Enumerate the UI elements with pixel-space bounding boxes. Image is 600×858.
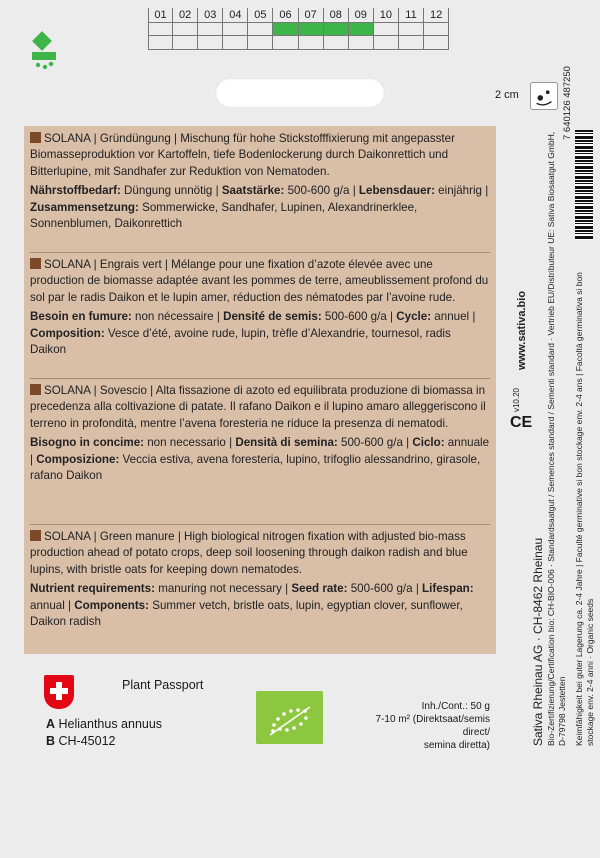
info-value: annuel — [431, 310, 473, 324]
info-label: Components: — [74, 598, 149, 612]
section-divider — [30, 252, 490, 253]
info-value: Summer vetch, bristle oats, lupin, egyptian clover, sunflower, Daikon radish — [30, 598, 463, 629]
section-german — [24, 128, 496, 232]
section-italian — [24, 380, 496, 484]
ce-mark: CE — [510, 414, 533, 431]
version-label: v10.20 — [512, 388, 521, 413]
harvest-cell — [223, 36, 248, 50]
section-intro: SOLANA | Sovescio | Alta fissazione di azoto ed equilibrata produzione di biomassa in precedenza alla coltivazione di patate. Il rafano Daikon e il lupino amaro alleggeriscono il terreno in profondità, mentre l’avena foresteria ne riduce la presenza di nematodi. — [30, 384, 486, 430]
info-value: Düngung unnötig — [120, 184, 216, 198]
bullet-square — [30, 384, 41, 395]
passport-line-b: B CH-45012 — [46, 734, 116, 748]
info-label: Cycle: — [396, 310, 432, 324]
info-value: Vesce d’été, avoine rude, lupin, trèfle d’Alexandrie, tournesol, radis Daikon — [30, 326, 451, 357]
germination-text: Keimfähigkeit bei guter Lagerung ca. 2-4 Jahre | Faculté germinative si bon stockage env. 2-4 ans | Facoltà germinativa si bon stockage env. 2-4 anni · Organic seeds — [574, 272, 595, 746]
seed-spacing-icon — [530, 82, 558, 110]
info-value: 500-600 g/a — [321, 310, 391, 324]
info-value: 500-600 g/a — [347, 582, 416, 596]
content-area: 7-10 m² (Direktsaat/semis direct/ — [375, 714, 490, 738]
section-english — [24, 526, 496, 630]
section-info: Bisogno in concime: non necessario | Densità di semina: 500-600 g/a | Ciclo: annuale | Composizione: Veccia estiva, avena foresteria, lupino, trifoglio alessandrino, girasole, rafano Daikon — [30, 436, 490, 483]
info-value: annuale — [444, 436, 490, 450]
section-intro: SOLANA | Gründüngung | Mischung für hohe Stickstofffixierung mit angepasster Biomasseproduktion vor Kartoffeln, tiefe Bodenlockerung durch Daikonrettich und Bitterlupine, mit Sandhafer zur Reduktion von Nematoden. — [30, 132, 455, 178]
sowing-cell — [223, 22, 248, 36]
info-value: annual — [30, 598, 69, 612]
sowing-cell — [424, 22, 449, 36]
website: www.sativa.bio — [516, 290, 528, 370]
info-value: Sommerwicke, Sandhafer, Lupinen, Alexandrinerklee, Sonnenblumen, Daikonrettich — [30, 200, 418, 231]
info-value: einjährig — [434, 184, 486, 198]
sowing-calendar — [148, 8, 450, 50]
month-label: 05 — [248, 8, 273, 22]
sowing-cell — [273, 22, 298, 36]
month-label: 09 — [349, 8, 374, 22]
info-label: Bisogno in concime: — [30, 436, 145, 450]
harvest-cell — [148, 36, 173, 50]
section-divider — [30, 524, 490, 525]
content-info — [360, 700, 490, 752]
info-value: 500-600 g/a — [337, 436, 407, 450]
info-label: Composizione: — [36, 452, 120, 466]
harvest-cell — [248, 36, 273, 50]
month-label: 01 — [148, 8, 173, 22]
month-label: 07 — [299, 8, 324, 22]
company-address: Sativa Rheinau AG · CH-8462 Rheinau — [531, 537, 545, 746]
month-label: 03 — [198, 8, 223, 22]
info-value: non nécessaire — [131, 310, 217, 324]
sowing-cell — [248, 22, 273, 36]
info-label: Lebensdauer: — [358, 184, 435, 198]
section-info: Nährstoffbedarf: Düngung unnötig | Saatstärke: 500-600 g/a | Lebensdauer: einjährig | Zusammensetzung: Sommerwicke, Sandhafer, Lupinen, Alexandrinerklee, Sonnenblumen, Daikonrettich — [30, 184, 489, 231]
harvest-cell — [198, 36, 223, 50]
sowing-icon — [30, 30, 58, 70]
swiss-shield-icon — [44, 675, 74, 709]
sowing-cell — [324, 22, 349, 36]
sowing-cell — [299, 22, 324, 36]
info-label: Besoin en fumure: — [30, 310, 132, 324]
harvest-cell — [299, 36, 324, 50]
bullet-square — [30, 132, 41, 143]
sowing-cell — [198, 22, 223, 36]
sowing-cell — [399, 22, 424, 36]
description-panel — [24, 126, 496, 654]
section-intro: SOLANA | Green manure | High biological nitrogen fixation with adjusted bio-mass production ahead of potato crops, deep soil loosening through daikon radish and blue lupins, with bristle oats for keeping down nematodes. — [30, 530, 468, 576]
info-value: 500-600 g/a — [284, 184, 353, 198]
info-label: Ciclo: — [412, 436, 445, 450]
info-label: Lifespan: — [422, 582, 474, 596]
harvest-cell — [399, 36, 424, 50]
plant-passport-title: Plant Passport — [122, 678, 204, 692]
info-label: Nutrient requirements: — [30, 582, 155, 596]
barcode-number: 7 640126 487250 — [562, 66, 573, 140]
section-intro: SOLANA | Engrais vert | Mélange pour une fixation d’azote élevée avec une production de biomasse adaptée avant les pommes de terre, ameublissement profond du sol par le radis Daikon et le lupin amer, réduction des nématodes par l’avoine rude. — [30, 258, 489, 304]
content-area-2: semina diretta) — [423, 740, 490, 751]
bullet-square — [30, 530, 41, 541]
month-label: 11 — [399, 8, 424, 22]
barcode — [575, 130, 593, 240]
harvest-cell — [273, 36, 298, 50]
sowing-cell — [349, 22, 374, 36]
info-label: Saatstärke: — [221, 184, 285, 198]
month-label: 02 — [173, 8, 198, 22]
sowing-cell — [148, 22, 173, 36]
info-value: manuring not necessary — [154, 582, 286, 596]
spacing-label: 2 cm — [495, 89, 519, 101]
month-label: 12 — [424, 8, 449, 22]
section-info: Nutrient requirements: manuring not necessary | Seed rate: 500-600 g/a | Lifespan: annual | Components: Summer vetch, bristle oats, lupin, egyptian clover, sunflower, Daikon radish — [30, 582, 474, 629]
bullet-square — [30, 258, 41, 269]
month-label: 04 — [223, 8, 248, 22]
info-label: Composition: — [30, 326, 105, 340]
sowing-cell — [173, 22, 198, 36]
section-french — [24, 254, 496, 358]
hang-slot — [215, 78, 385, 108]
section-divider — [30, 378, 490, 379]
harvest-cell — [173, 36, 198, 50]
harvest-cell — [324, 36, 349, 50]
info-label: Zusammensetzung: — [30, 200, 139, 214]
info-label: Nährstoffbedarf: — [30, 184, 121, 198]
certification-text: Bio-Zertifizierung/Certification bio: CH-BIO-006 · Standardsaatgut / Semences standard / Sementi standard · Vertrieb EU/Distributeur UE: Sativa Biosaatgut GmbH, D-79798 Jestetten — [546, 131, 567, 746]
info-label: Seed rate: — [291, 582, 348, 596]
passport-line-a: A Helianthus annuus — [46, 717, 163, 731]
info-value: Veccia estiva, avena foresteria, lupino, trifoglio alessandrino, girasole, rafano Daikon — [30, 452, 481, 483]
info-label: Densità di semina: — [235, 436, 338, 450]
harvest-cell — [374, 36, 399, 50]
harvest-cell — [424, 36, 449, 50]
harvest-cell — [349, 36, 374, 50]
info-value: non necessario — [144, 436, 230, 450]
info-label: Densité de semis: — [223, 310, 322, 324]
month-label: 10 — [374, 8, 399, 22]
content-weight: Inh./Cont.: 50 g — [421, 701, 490, 712]
month-label: 08 — [324, 8, 349, 22]
sowing-cell — [374, 22, 399, 36]
section-info: Besoin en fumure: non nécessaire | Densité de semis: 500-600 g/a | Cycle: annuel | Composition: Vesce d’été, avoine rude, lupin, trèfle d’Alexandrie, tournesol, radis Daikon — [30, 310, 476, 357]
eu-organic-logo-icon — [256, 691, 323, 744]
month-label: 06 — [273, 8, 298, 22]
